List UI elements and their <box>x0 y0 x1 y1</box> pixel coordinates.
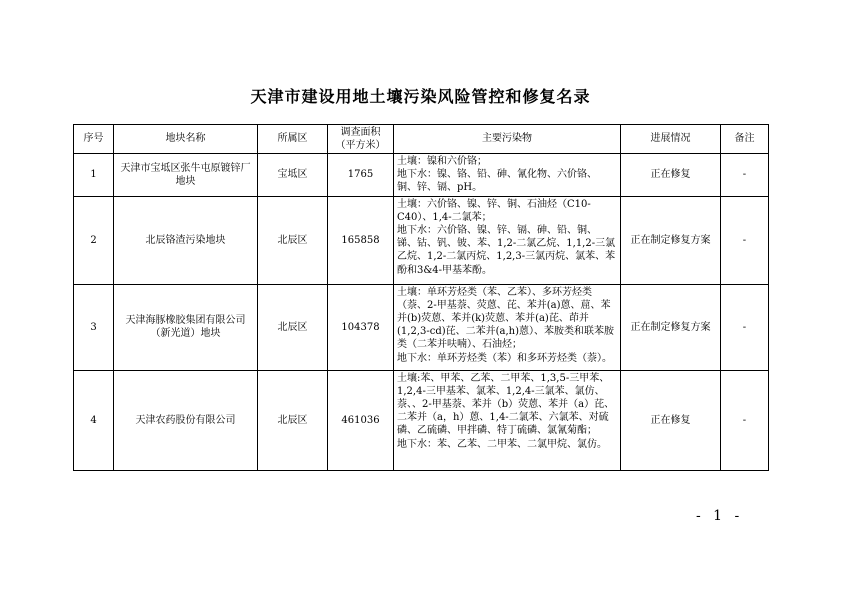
cell-status: 正在修复 <box>621 370 721 470</box>
cell-district: 北辰区 <box>258 196 328 284</box>
header-district: 所属区 <box>258 125 328 154</box>
cell-pollutants <box>394 370 621 470</box>
pollutants-soil: 土壤：单环芳烃类（苯、乙苯）、多环芳烃类（萘、2-甲基萘、荧蒽、芘、苯并(a)蒽、䓛、苯并(b)荧蒽、苯并(k)荧蒽、苯并(a)芘、茚并(1,2,3-cd)芘、二苯并(a,h)蒽）、苯胺类和联苯胺类（二苯并呋喃）、石油烃； <box>397 286 615 351</box>
pollutants-groundwater: 地下水：镍、铬、铅、砷、氰化物、六价铬、铜、锌、镉、pH。 <box>397 169 597 194</box>
pollutants-soil: 土壤:苯、甲苯、乙苯、二甲苯、1,3,5-三甲苯、1,2,4-三甲基苯、氯苯、1,2,4-三氯苯、氯仿、萘、、2-甲基萘、苯并（b）荧蒽、苯并（a）芘、二苯并（a，h）蒽、1,4-二氯苯、六氯苯、对硫磷、乙硫磷、甲拌磷、特丁硫磷、氯氰菊酯； <box>397 372 615 437</box>
cell-remark: - <box>721 154 769 197</box>
cell-status: 正在制定修复方案 <box>621 284 721 370</box>
pollutants-soil: 土壤：六价铬、镍、锌、铜、石油烃（C10-C40）、1,4-二氯苯； <box>397 198 591 223</box>
cell-index: 4 <box>74 370 114 470</box>
header-pollutants: 主要污染物 <box>394 125 621 154</box>
cell-index: 1 <box>74 154 114 197</box>
header-index: 序号 <box>74 125 114 154</box>
cell-district: 宝坻区 <box>258 154 328 197</box>
pollutants-groundwater: 地下水：单环芳烃类（苯）和多环芳烃类（萘）。 <box>397 352 612 364</box>
table-row <box>74 370 769 470</box>
pollutants-groundwater: 地下水：苯、乙苯、二甲苯、二氯甲烷、氯仿。 <box>397 438 607 450</box>
header-area: 调查面积（平方米） <box>328 125 394 154</box>
document-title: 天津市建设用地土壤污染风险管控和修复名录 <box>250 87 591 106</box>
cell-pollutants <box>394 154 621 197</box>
page-number: - 1 - <box>696 508 744 524</box>
header-remark: 备注 <box>721 125 769 154</box>
pollutants-groundwater: 地下水：六价铬、镍、锌、镉、砷、铅、铜、锑、钴、钒、铍、苯、1,2-二氯乙烷、1,1,2-三氯乙烷、1,2-二氯丙烷、1,2,3-三氯丙烷、氯苯、苯酚和3&4-甲基苯酚。 <box>397 225 616 276</box>
table-row <box>74 284 769 370</box>
cell-district: 北辰区 <box>258 284 328 370</box>
cell-site-name: 天津海豚橡胶集团有限公司（新光道）地块 <box>114 284 258 370</box>
header-site-name: 地块名称 <box>114 125 258 154</box>
cell-pollutants <box>394 284 621 370</box>
cell-area: 104378 <box>328 284 394 370</box>
table-row <box>74 154 769 197</box>
cell-site-name: 北辰铬渣污染地块 <box>114 196 258 284</box>
remediation-table <box>73 124 769 471</box>
cell-district: 北辰区 <box>258 370 328 470</box>
cell-remark: - <box>721 370 769 470</box>
cell-index: 3 <box>74 284 114 370</box>
cell-status: 正在修复 <box>621 154 721 197</box>
cell-remark: - <box>721 196 769 284</box>
cell-area: 461036 <box>328 370 394 470</box>
cell-remark: - <box>721 284 769 370</box>
cell-area: 165858 <box>328 196 394 284</box>
cell-site-name: 天津农药股份有限公司 <box>114 370 258 470</box>
cell-area: 1765 <box>328 154 394 197</box>
pollutants-soil: 土壤：镍和六价铬； <box>397 156 487 167</box>
cell-pollutants <box>394 196 621 284</box>
cell-status: 正在制定修复方案 <box>621 196 721 284</box>
cell-site-name: 天津市宝坻区张牛屯原镀锌厂地块 <box>114 154 258 197</box>
table-header-row <box>74 125 769 154</box>
cell-index: 2 <box>74 196 114 284</box>
table-row <box>74 196 769 284</box>
header-status: 进展情况 <box>621 125 721 154</box>
